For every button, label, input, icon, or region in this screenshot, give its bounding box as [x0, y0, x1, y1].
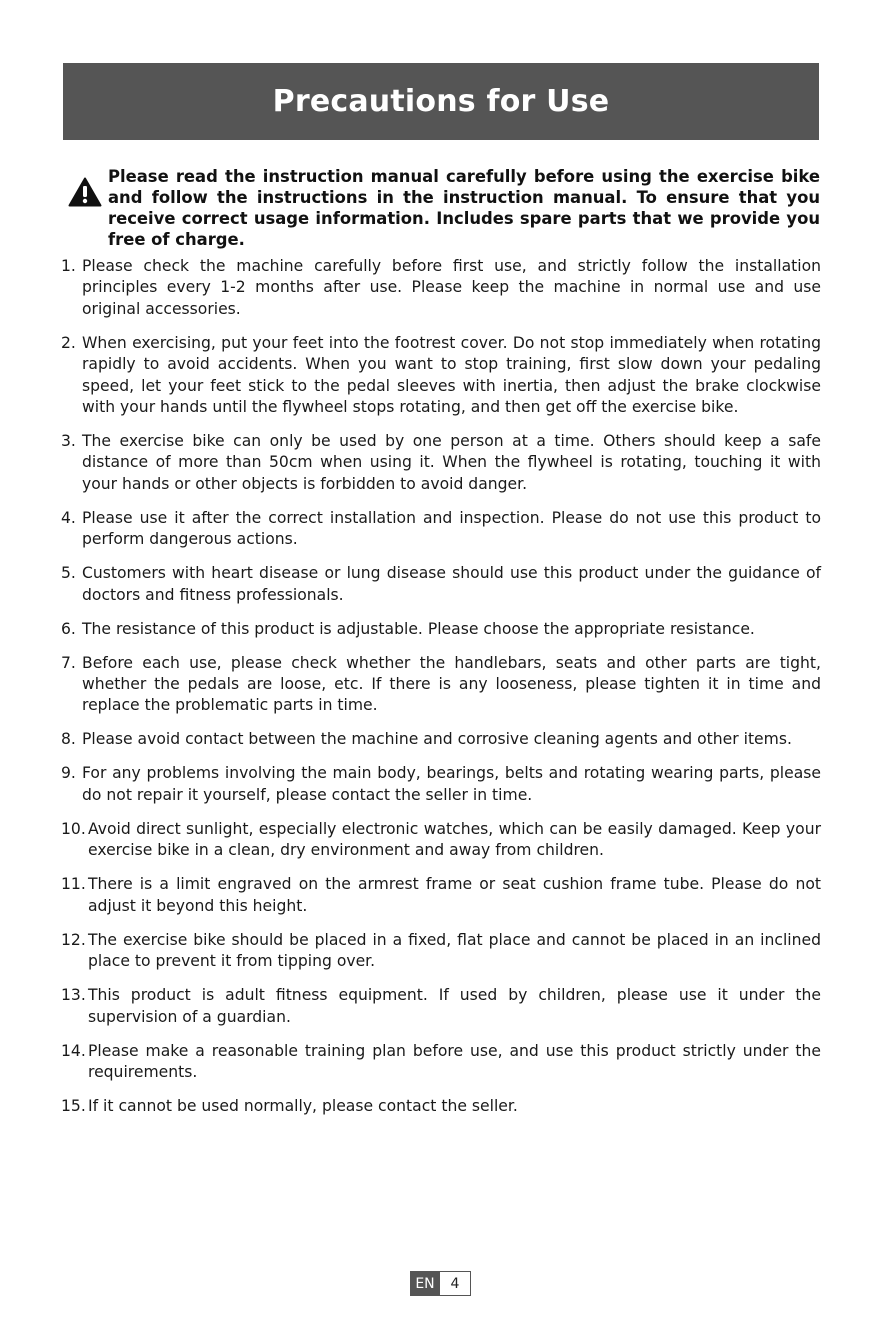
list-item — [61, 763, 821, 806]
item-text: This product is adult fitness equipment. If used by children, please use it under the supervision of a guardian. — [88, 986, 821, 1026]
item-number: 5. — [61, 564, 76, 583]
item-number: 1. — [61, 257, 76, 275]
language-tag: EN — [410, 1271, 440, 1296]
list-item — [61, 431, 821, 495]
item-text: Please avoid contact between the machine and corrosive cleaning agents and other items. — [82, 730, 792, 749]
item-text: The exercise bike should be placed in a fixed, flat place and cannot be placed in an inclined place to prevent it from tipping over. — [88, 930, 821, 971]
list-item — [61, 508, 821, 551]
list-item — [61, 874, 821, 917]
page-number: 4 — [440, 1271, 471, 1296]
page-footer — [410, 1271, 471, 1296]
item-number: 6. — [61, 619, 76, 638]
list-item — [61, 1041, 821, 1084]
page-title: Precautions for Use — [272, 84, 610, 119]
item-number: 9. — [61, 764, 76, 783]
item-text: Please check the machine carefully before first use, and strictly follow the installation principles every 1-2 months after use. Please keep the machine in normal use and use original accessories. — [82, 257, 821, 318]
warning-text: Please read the instruction manual carefully before using the exercise bike and follow the instructions in the instruction manual. To ensure that you receive correct usage information. Includes spare parts that we provide you free of charge. — [108, 167, 820, 249]
item-text: There is a limit engraved on the armrest frame or seat cushion frame tube. Please do not adjust it beyond this height. — [88, 875, 821, 915]
list-item — [61, 930, 821, 973]
list-item — [61, 333, 821, 419]
precautions-list — [61, 256, 821, 1130]
warning-triangle-icon — [68, 177, 102, 207]
item-number: 15. — [61, 1096, 86, 1115]
item-number: 14. — [61, 1041, 86, 1060]
item-text: Please use it after the correct installation and inspection. Please do not use this product to perform dangerous actions. — [82, 508, 821, 549]
item-number: 11. — [61, 875, 86, 894]
list-item — [61, 563, 821, 606]
item-number: 4. — [61, 508, 76, 527]
list-item — [61, 985, 821, 1028]
item-number: 13. — [61, 986, 86, 1005]
item-text: Before each use, please check whether the handlebars, seats and other parts are tight, whether the pedals are loose, etc. If there is any looseness, please tighten it in time and replace the problematic parts in time. — [82, 653, 821, 715]
header-banner — [63, 63, 819, 140]
list-item — [61, 619, 821, 640]
list-item — [61, 819, 821, 862]
item-text: The resistance of this product is adjustable. Please choose the appropriate resistance. — [82, 619, 755, 638]
list-item — [61, 729, 821, 750]
item-number: 8. — [61, 730, 76, 749]
item-number: 7. — [61, 653, 76, 672]
item-number: 2. — [61, 333, 76, 352]
item-text: If it cannot be used normally, please contact the seller. — [88, 1096, 518, 1115]
list-item — [61, 1096, 821, 1117]
item-text: Please make a reasonable training plan before use, and use this product strictly under the requirements. — [88, 1041, 821, 1081]
item-text: When exercising, put your feet into the footrest cover. Do not stop immediately when rotating rapidly to avoid accidents. When you want to stop training, first slow down your pedaling speed, let your feet stick to the pedal sleeves with inertia, then adjust the brake clockwise with your hands until the flywheel stops rotating, and then get off the exercise bike. — [82, 333, 821, 417]
item-text: For any problems involving the main body, bearings, belts and rotating wearing parts, please do not repair it yourself, please contact the seller in time. — [82, 764, 821, 804]
warning-notice — [63, 166, 821, 249]
item-text: Customers with heart disease or lung disease should use this product under the guidance of doctors and fitness professionals. — [82, 564, 821, 604]
item-text: The exercise bike can only be used by one person at a time. Others should keep a safe distance of more than 50cm when using it. When the flywheel is rotating, touching it with your hands or other objects is forbidden to avoid danger. — [82, 432, 821, 493]
item-number: 10. — [61, 819, 86, 838]
list-item — [61, 256, 821, 320]
list-item — [61, 653, 821, 717]
item-text: Avoid direct sunlight, especially electronic watches, which can be easily damaged. Keep your exercise bike in a clean, dry environment and away from children. — [88, 819, 821, 860]
item-number: 12. — [61, 930, 86, 949]
item-number: 3. — [61, 432, 76, 451]
